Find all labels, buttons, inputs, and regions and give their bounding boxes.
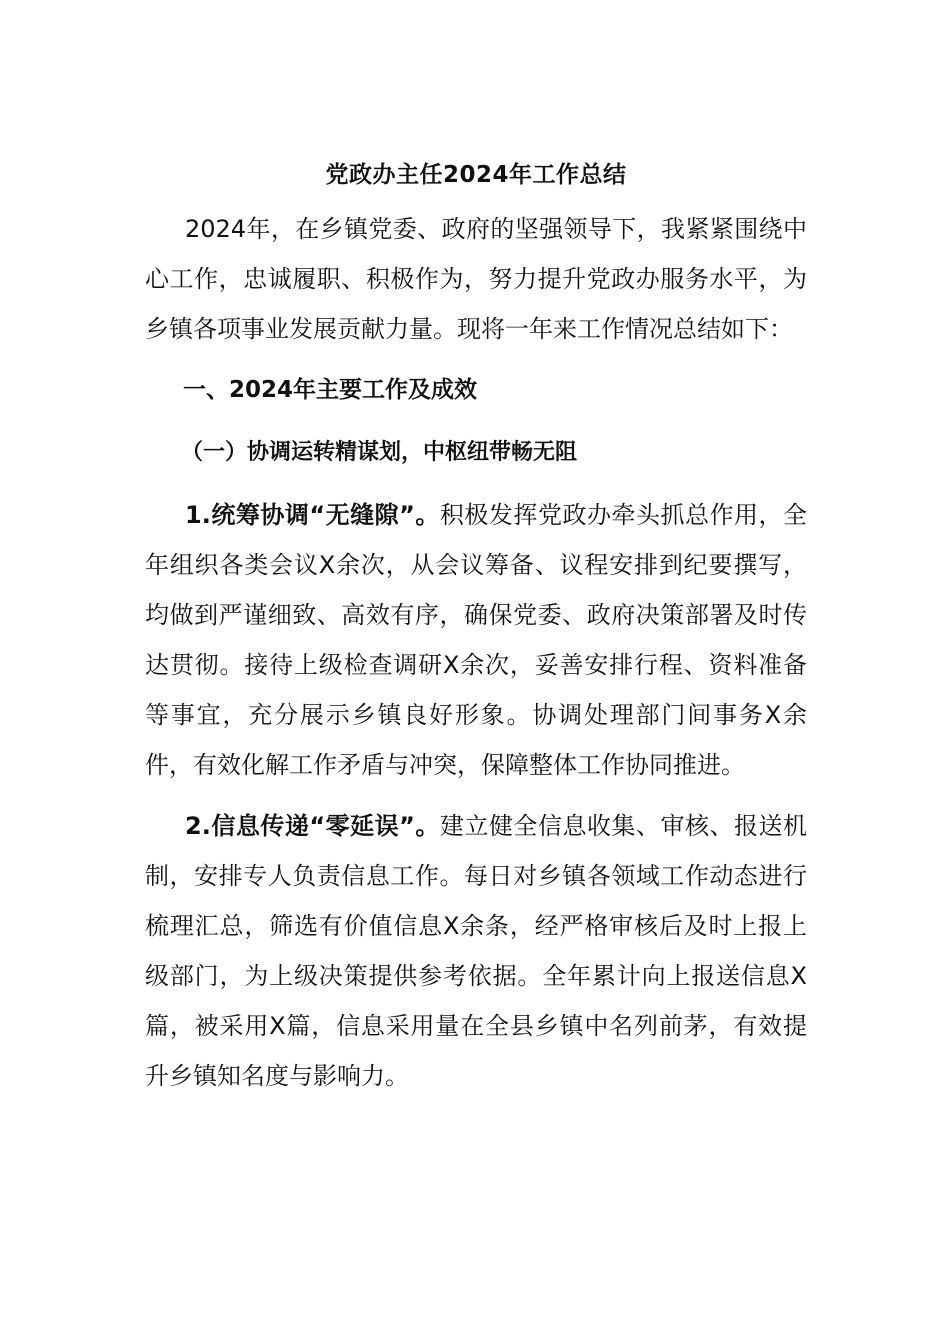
work-item-paragraph: [145, 801, 807, 1101]
section-heading: 一、2024年主要工作及成效: [183, 377, 478, 403]
document-body: [145, 150, 807, 1101]
work-item-paragraph: [145, 490, 807, 790]
work-item-text: 建立健全信息收集、审核、报送机制，安排专人负责信息工作。每日对乡镇各领域工作动态进行梳理汇总，筛选有价值信息X余条，经严格审核后及时上报上级部门，为上级决策提供参考依据。全年累计向上报送信息X篇，被采用X篇，信息采用量在全县乡镇中名列前茅，有效提升乡镇知名度与影响力。: [145, 812, 807, 1090]
work-item-lead: 1.统筹协调“无缝隙”。: [185, 501, 440, 529]
intro-paragraph: 2024年，在乡镇党委、政府的坚强领导下，我紧紧围绕中心工作，忠诚履职、积极作为，努力提升党政办服务水平，为乡镇各项事业发展贡献力量。现将一年来工作情况总结如下：: [145, 215, 807, 343]
work-item-lead: 2.信息传递“零延误”。: [185, 812, 440, 840]
document-title: 党政办主任2024年工作总结: [325, 162, 627, 188]
work-item-text: 积极发挥党政办牵头抓总作用，全年组织各类会议X余次，从会议筹备、议程安排到纪要撰写，均做到严谨细致、高效有序，确保党委、政府决策部署及时传达贯彻。接待上级检查调研X余次，妥善安排行程、资料准备等事宜，充分展示乡镇良好形象。协调处理部门间事务X余件，有效化解工作矛盾与冲突，保障整体工作协同推进。: [145, 501, 807, 779]
subsection-heading: （一）协调运转精谋划，中枢纽带畅无阻: [181, 440, 578, 465]
